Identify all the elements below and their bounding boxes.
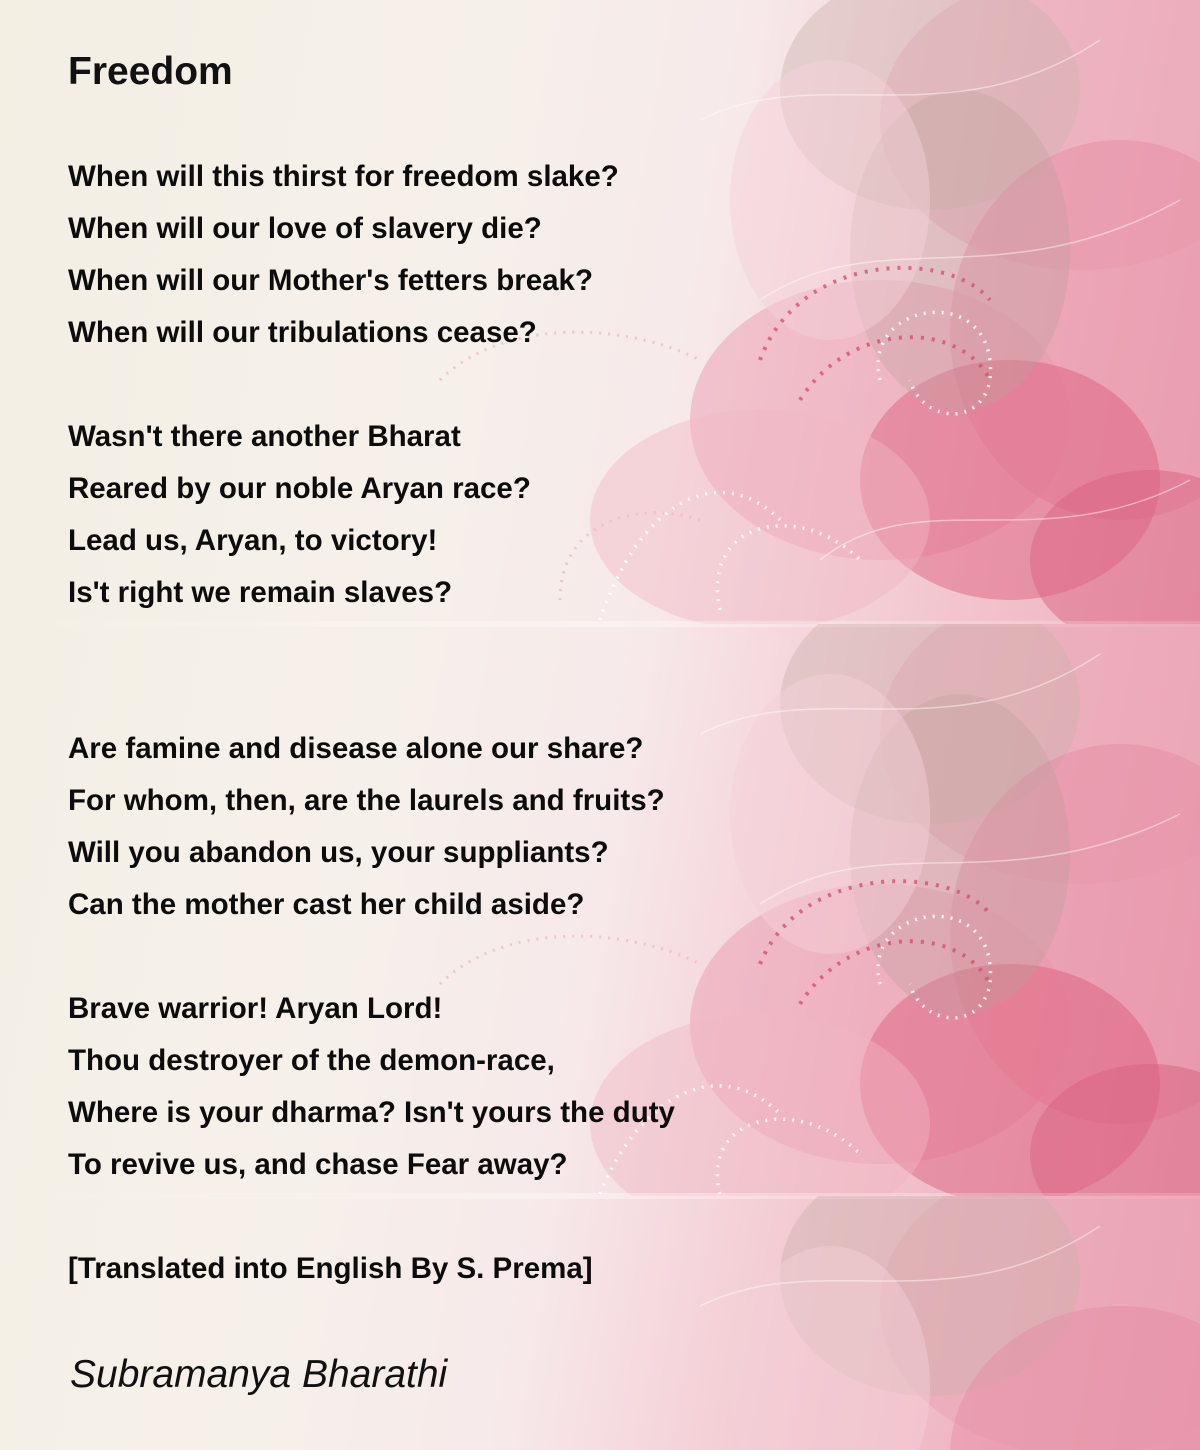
poem-line: For whom, then, are the laurels and fruits? <box>68 784 665 817</box>
poem-line: To revive us, and chase Fear away? <box>68 1148 568 1181</box>
poem-title: Freedom <box>68 50 233 93</box>
poem-line: When will our Mother's fetters break? <box>68 264 593 297</box>
author-name: Subramanya Bharathi <box>70 1353 448 1396</box>
poem-line: Is't right we remain slaves? <box>68 576 453 609</box>
poem-line: Will you abandon us, your suppliants? <box>68 836 609 869</box>
translation-note: [Translated into English By S. Prema] <box>68 1252 593 1285</box>
poem-line: Reared by our noble Aryan race? <box>68 472 531 505</box>
poem-line: Are famine and disease alone our share? <box>68 732 644 765</box>
poem-line: Can the mother cast her child aside? <box>68 888 585 921</box>
poem-line: When will this thirst for freedom slake? <box>68 160 619 193</box>
poem-line: When will our love of slavery die? <box>68 212 542 245</box>
poem-line: Where is your dharma? Isn't yours the duty <box>68 1096 675 1129</box>
poem-line: Thou destroyer of the demon-race, <box>68 1044 555 1077</box>
poem-line: Brave warrior! Aryan Lord! <box>68 992 443 1025</box>
poem-line: Wasn't there another Bharat <box>68 420 461 453</box>
poem-line: When will our tribulations cease? <box>68 316 537 349</box>
poem-line: Lead us, Aryan, to victory! <box>68 524 438 557</box>
